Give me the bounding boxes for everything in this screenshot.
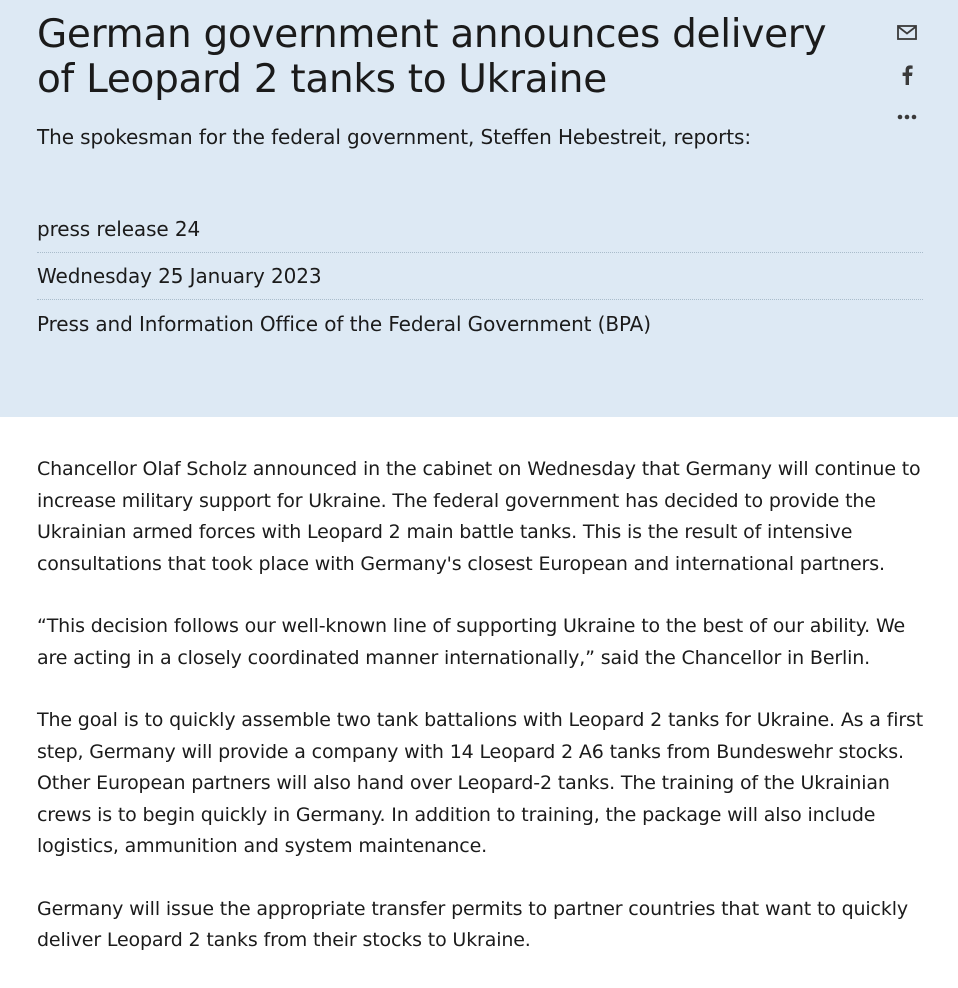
- more-share-options-button[interactable]: [890, 100, 924, 128]
- page-title: German government announces delivery of Leopard 2 tanks to Ukraine: [37, 12, 827, 102]
- article-header: [0, 0, 958, 417]
- more-icon: [897, 105, 917, 124]
- article-subtitle: The spokesman for the federal government, Steffen Hebestreit, reports:: [37, 125, 751, 149]
- press-release-number: press release 24: [37, 206, 923, 253]
- article-body: [37, 454, 927, 988]
- press-release-meta: [37, 206, 923, 347]
- facebook-icon: [901, 65, 913, 89]
- publication-date: Wednesday 25 January 2023: [37, 253, 923, 300]
- body-paragraph: Germany will issue the appropriate transfer permits to partner countries that want to quickly deliver Leopard 2 tanks from their stocks to Ukraine.: [37, 897, 908, 951]
- body-paragraph: Chancellor Olaf Scholz announced in the cabinet on Wednesday that Germany will continue to increase military support for Ukraine. The federal government has decided to provide the Ukrainian armed forces with Leopard 2 main battle tanks. This is the result of intensive consultations that took place with Germany's closest European and international partners.: [37, 458, 921, 575]
- mail-icon: [897, 25, 917, 44]
- share-facebook-button[interactable]: [890, 63, 924, 91]
- share-email-button[interactable]: [890, 20, 924, 48]
- body-paragraph: “This decision follows our well-known line of supporting Ukraine to the best of our ability. We are acting in a closely coordinated manner internationally,” said the Chancellor in Berlin.: [37, 615, 906, 669]
- publisher: Press and Information Office of the Federal Government (BPA): [37, 311, 651, 336]
- body-paragraph: The goal is to quickly assemble two tank battalions with Leopard 2 tanks for Ukraine. As a first step, Germany will provide a company with 14 Leopard 2 A6 tanks from Bundeswehr stocks. Other European partners will also hand over Leopard-2 tanks. The training of the Ukrainian crews is to begin quickly in Germany. In addition to training, the package will also include logistics, ammunition and system maintenance.: [37, 709, 924, 857]
